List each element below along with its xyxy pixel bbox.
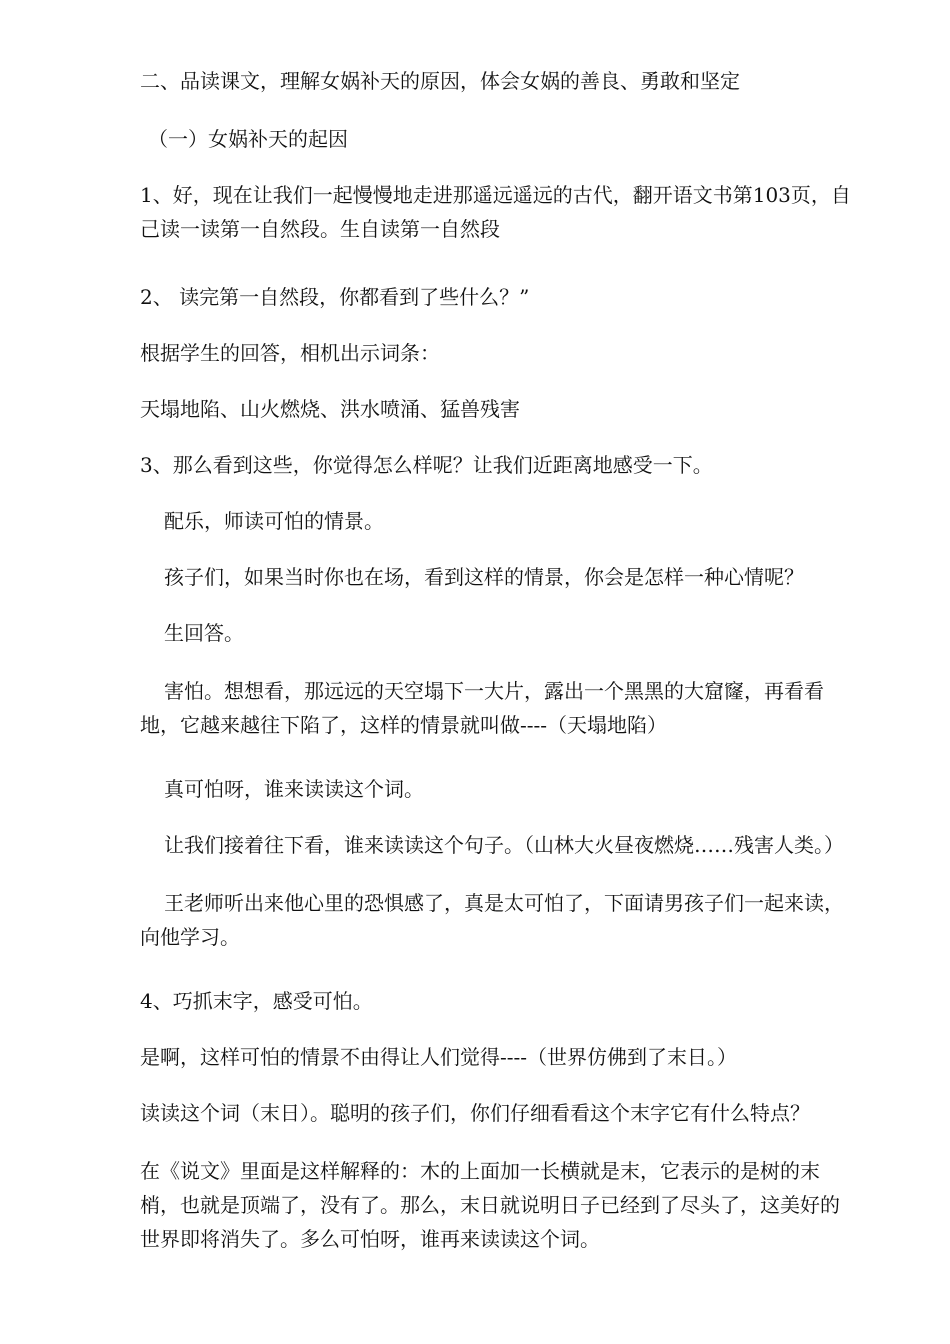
subsection-heading: （一）女娲补天的起因 (148, 127, 348, 151)
paragraph-doomsday: 是啊，这样可怕的情景不由得让人们觉得----（世界仿佛到了末日。） (140, 1045, 738, 1069)
paragraph-read-word: 真可怕呀，谁来读读这个词。 (164, 777, 424, 801)
paragraph-read-modi: 读读这个词（末日）。聪明的孩子们，你们仔细看看这个末字它有什么特点？ (140, 1101, 810, 1125)
paragraph-step-1: 1、好，现在让我们一起慢慢地走进那遥远遥远的古代，翻开语文书第103页，自己读一读第一自然段。生自读第一自然段 (140, 183, 851, 241)
paragraph-step-4: 4、巧抓末字，感受可怕。 (140, 989, 373, 1013)
paragraph-word-list: 天塌地陷、山火燃烧、洪水喷涌、猛兽残害 (140, 397, 520, 421)
paragraph-student-answer: 生回答。 (164, 621, 244, 645)
paragraph-step-2: 2、 读完第一自然段，你都看到了些什么？” (140, 285, 530, 309)
paragraph-afraid: 害怕。想想看，那远远的天空塌下一大片，露出一个黑黑的大窟窿，再看看地，它越来越往下陷了，这样的情景就叫做----（天塌地陷） (140, 679, 824, 737)
paragraph-question: 孩子们，如果当时你也在场，看到这样的情景，你会是怎样一种心情呢？ (164, 565, 804, 589)
paragraph-read-sentence: 让我们接着往下看，谁来读读这个句子。（山林大火昼夜燃烧……残害人类。） (164, 833, 844, 857)
paragraph-shuowen: 在《说文》里面是这样解释的：木的上面加一长横就是末，它表示的是树的末梢，也就是顶端了，没有了。那么，末日就说明日子已经到了尽头了，这美好的世界即将消失了。多么可怕呀，谁再来读读这个词。 (140, 1159, 840, 1251)
section-heading: 二、品读课文，理解女娲补天的原因，体会女娲的善良、勇敢和坚定 (140, 69, 740, 93)
paragraph-instruction: 根据学生的回答，相机出示词条： (140, 341, 440, 365)
paragraph-teacher-comment: 王老师听出来他心里的恐惧感了，真是太可怕了，下面请男孩子们一起来读，向他学习。 (140, 891, 844, 949)
paragraph-music-reading: 配乐，师读可怕的情景。 (164, 509, 384, 533)
paragraph-step-3: 3、那么看到这些，你觉得怎么样呢？让我们近距离地感受一下。 (140, 453, 713, 477)
